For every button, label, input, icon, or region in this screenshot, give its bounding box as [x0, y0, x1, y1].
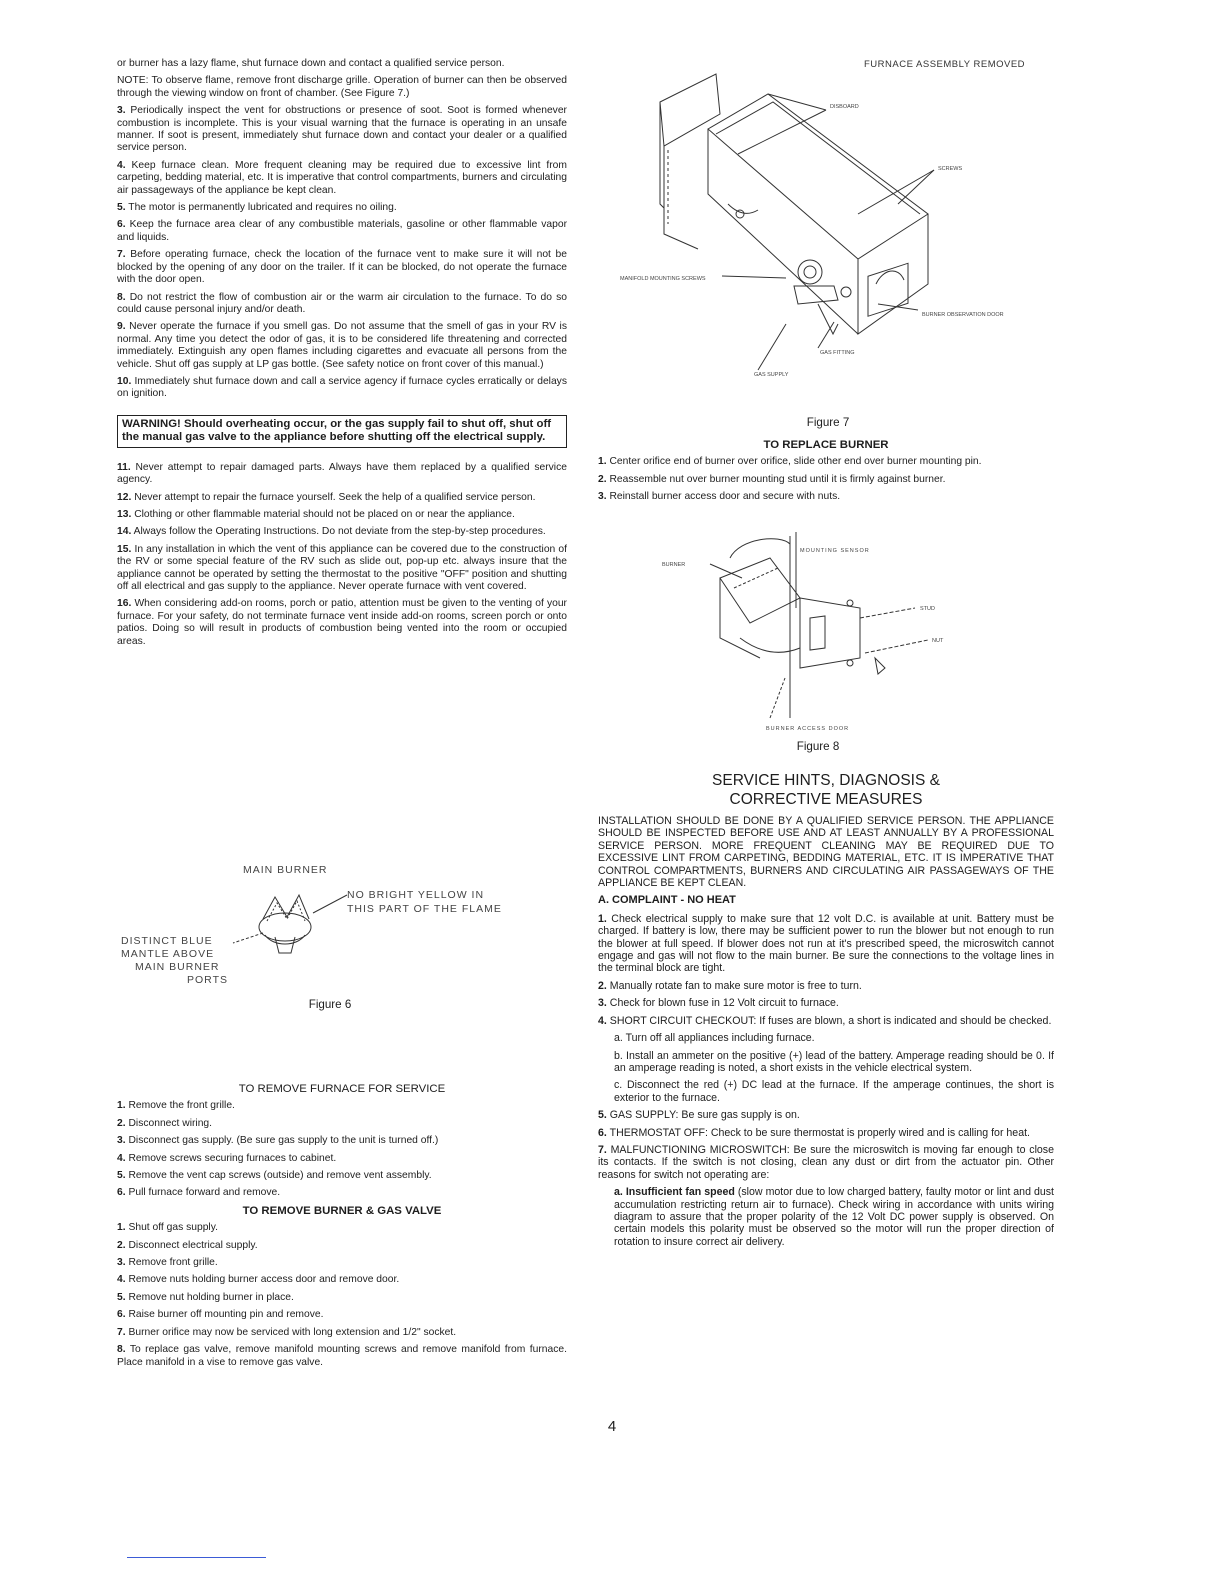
list-item: 5. Remove the vent cap screws (outside) and remove vent assembly.	[117, 1170, 432, 1182]
fig7-label-gas-fitting: GAS FITTING	[820, 350, 855, 356]
label-blue-mantle-3: MAIN BURNER	[135, 961, 220, 973]
label-blue-mantle-1: DISTINCT BLUE	[121, 935, 213, 947]
list-item: 11. Never attempt to repair damaged parts. Always have them replaced by a qualified service agency.	[117, 461, 567, 486]
list-item: 13. Clothing or other flammable material should not be placed on or near the appliance.	[117, 508, 515, 520]
section-title-line-2: CORRECTIVE MEASURES	[729, 791, 923, 808]
list-item: 5. The motor is permanently lubricated and requires no oiling.	[117, 202, 397, 214]
label-blue-mantle-4: PORTS	[187, 974, 228, 986]
replace-burner-steps	[598, 456, 1054, 503]
figure-7-furnace-assembly-diagram	[598, 54, 1058, 384]
list-item: 12. Never attempt to repair the furnace yourself. Seek the help of a qualified service person.	[117, 491, 536, 503]
list-item: 3. Check for blown fuse in 12 Volt circuit to furnace.	[598, 997, 839, 1010]
fig7-label-manifold-screws: MANIFOLD MOUNTING SCREWS	[620, 276, 706, 282]
list-item: 1. Remove the front grille.	[117, 1100, 235, 1112]
section-title	[598, 771, 1054, 809]
list-item: 9. Never operate the furnace if you smell gas. Do not assume that the smell of gas in your RV is normal. Any time you detect the odor of gas, it is to be considered life threatening and corrected immediately. Extinguish any open flames including cigarettes and evacuate all persons from the vehicle. Shut off gas supply at LP gas bottle. (See safety notice on front cover of this manual.)	[117, 321, 567, 370]
note-paragraph: NOTE: To observe flame, remove front discharge grille. Operation of burner can then be observed through the viewing window on front of chamber. (See Figure 7.)	[117, 75, 567, 99]
list-item: 3. Disconnect gas supply. (Be sure gas supply to the unit is turned off.)	[117, 1135, 439, 1147]
page-number: 4	[607, 1418, 617, 1435]
fig8-label-stud: STUD	[920, 606, 935, 612]
fig8-label-mounting: MOUNTING SENSOR	[800, 548, 870, 554]
section-heading: TO REMOVE FURNACE FOR SERVICE	[238, 1083, 446, 1095]
figure-7-caption: Figure 7	[806, 416, 850, 429]
list-item: 7. Burner orifice may now be serviced with long extension and 1/2" socket.	[117, 1326, 457, 1338]
list-item: 2. Reassemble nut over burner mounting stud until it is firmly against burner.	[598, 473, 946, 485]
fig7-label-observation-door: BURNER OBSERVATION DOOR	[922, 312, 1004, 318]
section-title-line-1: SERVICE HINTS, DIAGNOSIS &	[712, 772, 940, 789]
section-heading: TO REPLACE BURNER	[763, 439, 889, 451]
list-item: 4. SHORT CIRCUIT CHECKOUT: If fuses are blown, a short is indicated and should be checked.	[598, 1014, 1052, 1027]
figure-8-burner-replacement-diagram	[650, 528, 990, 738]
section-heading: TO REMOVE BURNER & GAS VALVE	[242, 1204, 442, 1217]
list-item: 2. Disconnect electrical supply.	[117, 1239, 258, 1251]
service-hints-section	[598, 771, 1054, 1253]
list-item: 5. Remove nut holding burner in place.	[117, 1291, 294, 1303]
replace-burner-section	[598, 432, 1054, 509]
list-item: 3. Remove front grille.	[117, 1257, 218, 1269]
figure-6-burner-flame-diagram	[115, 855, 570, 995]
sub-item: a. Turn off all appliances including furnace.	[614, 1032, 815, 1045]
list-item: 1. Check electrical supply to make sure that 12 volt D.C. is available at unit. Battery must be charged. If battery is low, there may be sufficient power to run the blower but not enough to run the blower at full speed. If blower does not run at it's prescribed speed, the microswitch cannot engage and gas will not flow to the main burner. Be sure the connections to the voltage lines in the terminal block are tight.	[598, 912, 1054, 975]
list-item: 6. Pull furnace forward and remove.	[117, 1187, 281, 1199]
figure-6-caption: Figure 6	[308, 998, 352, 1011]
list-item: 6. Raise burner off mounting pin and remove.	[117, 1309, 324, 1321]
fig8-label-nut: NUT	[932, 638, 944, 644]
paragraph: or burner has a lazy flame, shut furnace down and contact a qualified service person.	[117, 58, 505, 69]
sub-item: a. Insufficient fan speed (slow motor due to low charged battery, faulty motor or lint and dust accumulation restricting return air to furnace). Check wiring in accordance with units wiring diagram to assure that the proper polarity of the 12 Volt DC power supply is observed. On certain models this polarity must be observed so the motor will run the proper direction of rotation to insure correct air delivery.	[614, 1186, 1054, 1248]
list-item: 3. Reinstall burner access door and secure with nuts.	[598, 491, 841, 503]
fig7-label-gas-supply: GAS SUPPLY	[754, 372, 789, 378]
list-item: 15. In any installation in which the vent of this appliance can be covered due to the construction of the RV or some special feature of the RV such as slide out, pop-up etc. always insure that the appliance cannot be operated by setting the thermostat to the positive "OFF" position and shutting off all electrical and gas supply to the appliance. Never operate furnace with vent covered.	[117, 543, 567, 592]
service-intro: INSTALLATION SHOULD BE DONE BY A QUALIFIED SERVICE PERSON. THE APPLIANCE SHOULD BE INSPECTED BEFORE USE AND AT LEAST ANNUALLY BY A PROFESSIONAL SERVICE PERSON. MORE FREQUENT CLEANING MAY BE REQUIRED DUE TO EXCESSIVE LINT FROM CARPETING, BEDDING MATERIAL, ETC. IT IS IMPERATIVE THAT CONTROL COMPARTMENTS, BURNERS AND CIRCULATING AIR PASSAGEWAYS OF THE APPLIANCE BE KEPT CLEAN.	[598, 815, 1054, 890]
label-main-burner: MAIN BURNER	[243, 864, 328, 876]
list-item: 3. Periodically inspect the vent for obstructions or presence of soot. Soot is formed whenever combustion is incomplete. This is your visual warning that the furnace is operating in an unsafe manner. If soot is present, immediately shut furnace down and contact your dealer or a qualified service person.	[117, 105, 567, 154]
list-item: 10. Immediately shut furnace down and call a service agency if furnace cycles erratically or delays on ignition.	[117, 375, 567, 400]
sub-item: b. Install an ammeter on the positive (+) lead of the battery. Amperage reading should be 0. If an amperage reading is noted, a short exists in the vehicle electrical system.	[614, 1049, 1054, 1074]
list-item: 6. THERMOSTAT OFF: Check to be sure thermostat is properly wired and is calling for heat.	[598, 1126, 1030, 1139]
list-item: 4. Keep furnace clean. More frequent cleaning may be required due to excessive lint from carpeting, bedding material, etc. It is imperative that control compartments, burners and circulating air passageways of the appliance be kept clean.	[117, 159, 567, 196]
list-item: 7. Before operating furnace, check the location of the furnace vent to make sure it will not be blocked by the opening of any door on the trailer. If it can be blocked, do not operate the furnace with the door open.	[117, 249, 567, 286]
list-item: 4. Remove nuts holding burner access door and remove door.	[117, 1274, 400, 1286]
left-column	[117, 58, 567, 653]
list-item: 7. MALFUNCTIONING MICROSWITCH: Be sure the microswitch is moving far enough to close its contacts. If the switch is not closing, clean any dust or dirt from the actuator pin. Other reasons for switch not operating are:	[598, 1143, 1054, 1181]
fig7-label-disboard: DISBOARD	[830, 104, 859, 110]
fig8-label-burner: BURNER	[662, 562, 686, 568]
label-no-yellow-2: THIS PART OF THE FLAME	[347, 903, 502, 915]
removal-procedures	[117, 1076, 567, 1374]
list-item: 1. Shut off gas supply.	[117, 1222, 218, 1234]
list-item: 6. Keep the furnace area clear of any combustible materials, gasoline or other flammable vapor and liquids.	[117, 219, 567, 243]
list-item: 5. GAS SUPPLY: Be sure gas supply is on.	[598, 1109, 800, 1122]
footer-rule	[127, 1557, 266, 1558]
complaint-heading: A. COMPLAINT - NO HEAT	[598, 894, 736, 907]
list-item: 2. Manually rotate fan to make sure motor is free to turn.	[598, 979, 862, 992]
label-blue-mantle-2: MANTLE ABOVE	[121, 948, 215, 960]
warning-box: WARNING! Should overheating occur, or the gas supply fail to shut off, shut off the manual gas valve to the appliance before shutting off the electrical supply.	[117, 415, 567, 448]
list-item: 16. When considering add-on rooms, porch or patio, attention must be given to the venting of your furnace. For your safety, do not terminate furnace vent inside add-on rooms, screen porch or onto patios. Doing so will result in products of combustion being vented into the room or occupied areas.	[117, 598, 567, 647]
list-item: 14. Always follow the Operating Instructions. Do not deviate from the step-by-step procedures.	[117, 526, 546, 538]
figure-7-header: FURNACE ASSEMBLY REMOVED	[864, 59, 1026, 70]
sub-item: c. Disconnect the red (+) DC lead at the furnace. If the amperage continues, the short is exterior to the furnace.	[614, 1079, 1054, 1104]
list-item: 8. To replace gas valve, remove manifold mounting screws and remove manifold from furnace. Place manifold in a vise to remove gas valve.	[117, 1344, 567, 1368]
fig7-label-screws: SCREWS	[938, 166, 963, 172]
list-item: 4. Remove screws securing furnaces to cabinet.	[117, 1152, 337, 1164]
list-item: 2. Disconnect wiring.	[117, 1117, 213, 1129]
maintenance-list-a	[117, 105, 567, 401]
label-no-yellow-1: NO BRIGHT YELLOW IN	[347, 889, 485, 901]
list-item: 1. Center orifice end of burner over orifice, slide other end over burner mounting pin.	[598, 456, 982, 468]
fig8-label-access-door: BURNER ACCESS DOOR	[766, 726, 850, 732]
remove-burner-steps	[117, 1222, 567, 1369]
list-item: 8. Do not restrict the flow of combustion air or the warm air circulation to the furnace. To do so could cause personal injury and/or death.	[117, 291, 567, 315]
figure-8-caption: Figure 8	[796, 740, 840, 753]
maintenance-list-b	[117, 462, 567, 648]
remove-furnace-steps	[117, 1100, 567, 1199]
